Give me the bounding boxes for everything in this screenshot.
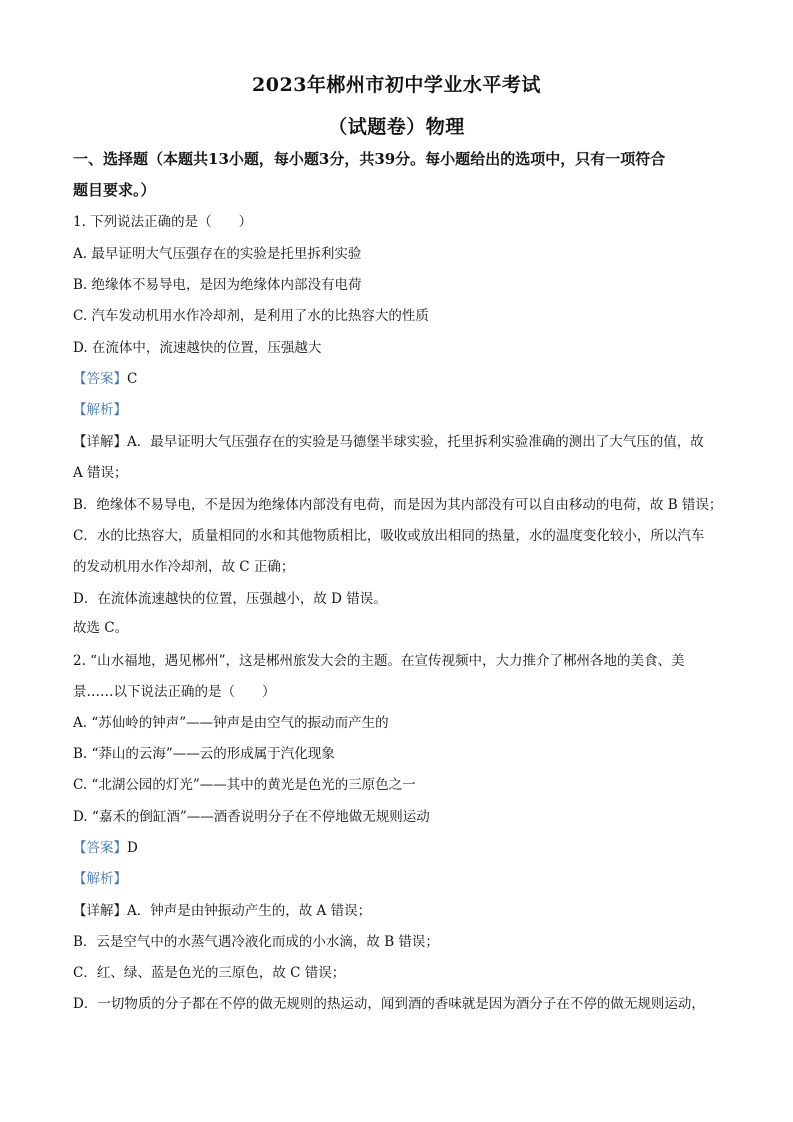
question-1-detail-4: C．水的比热容大，质量相同的水和其他物质相比，吸收或放出相同的热量，水的温度变化较小，所以汽车 [73,528,705,544]
question-1-option-a: A. 最早证明大气压强存在的实验是托里拆利实验 [73,246,362,262]
question-1-option-b: B. 绝缘体不易导电，是因为绝缘体内部没有电荷 [73,277,362,293]
question-2-detail-4: D．一切物质的分子都在不停的做无规则的热运动，闻到酒的香味就是因为酒分子在不停的做无规则运动， [73,996,705,1012]
answer-value: D [127,840,138,856]
question-2-option-a: A. “苏仙岭的钟声”——钟声是由空气的振动而产生的 [73,715,389,731]
question-2-stem-cont: 景……以下说法正确的是（ ） [73,684,276,700]
question-2-detail-2: B．云是空气中的水蒸气遇冷液化而成的小水滴，故 B 错误； [73,934,439,950]
question-1-analysis-label: 【解析】 [73,402,127,418]
answer-label: 【答案】 [73,840,127,856]
question-1-option-d: D. 在流体中，流速越快的位置，压强越大 [73,340,322,356]
question-1-conclusion: 故选 C。 [73,620,129,636]
question-1-detail-6: D．在流体流速越快的位置，压强越小，故 D 错误。 [73,591,387,607]
detail-label: 【详解】 [73,903,127,919]
question-2-option-c: C. “北湖公园的灯光”——其中的黄光是色光的三原色之一 [73,777,416,793]
question-2-detail-1 [73,902,371,920]
question-2-detail-3: C．红、绿、蓝是色光的三原色，故 C 错误； [73,965,346,981]
section-heading: 一、选择题（本题共13小题，每小题3分，共39分。每小题给出的选项中，只有一项符合 [73,150,666,168]
question-1-stem: 1. 下列说法正确的是（ ） [73,214,253,230]
answer-value: C [127,371,138,387]
question-1-detail-1 [73,433,704,451]
page-subtitle: （试题卷）物理 [328,116,465,138]
detail-text: A．最早证明大气压强存在的实验是马德堡半球实验，托里拆利实验准确的测出了大气压的值，故 [127,434,704,450]
answer-label: 【答案】 [73,371,127,387]
question-1-detail-5: 的发动机用水作冷却剂，故 C 正确； [73,559,295,575]
question-1-answer [73,370,137,388]
detail-text: A．钟声是由钟振动产生的，故 A 错误； [127,903,372,919]
question-1-option-c: C. 汽车发动机用水作冷却剂，是利用了水的比热容大的性质 [73,308,429,324]
question-2-stem: 2. “山水福地，遇见郴州”，这是郴州旅发大会的主题。在宣传视频中，大力推介了郴州各地的美食、美 [73,653,685,669]
question-2-option-b: B. “莽山的云海”——云的形成属于汽化现象 [73,746,335,762]
question-2-option-d: D. “嘉禾的倒缸酒”——酒香说明分子在不停地做无规则运动 [73,809,430,825]
question-2-analysis-label: 【解析】 [73,871,127,887]
question-1-detail-3: B．绝缘体不易导电，不是因为绝缘体内部没有电荷，而是因为其内部没有可以自由移动的电荷，故 B 错误； [73,497,723,513]
section-heading-cont: 题目要求。） [73,181,156,199]
question-1-detail-2: A 错误； [73,465,128,481]
page-title: 2023年郴州市初中学业水平考试 [252,74,541,96]
detail-label: 【详解】 [73,434,127,450]
question-2-answer [73,839,138,857]
